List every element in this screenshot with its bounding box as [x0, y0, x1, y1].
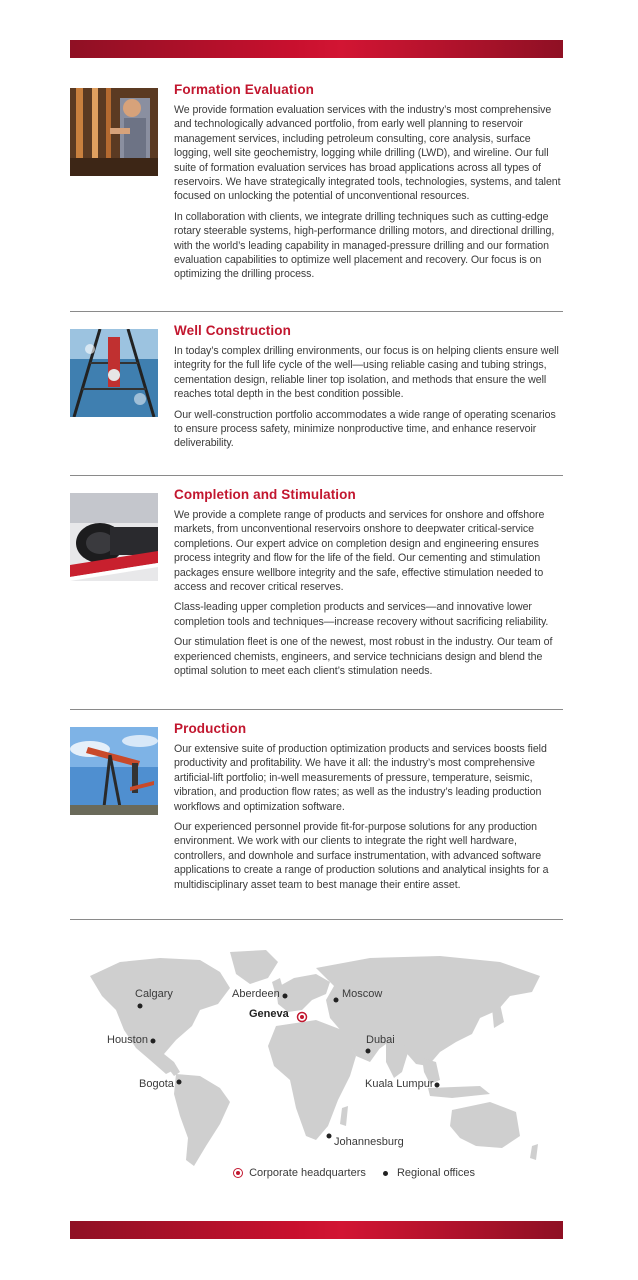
world-map-graphic: [80, 948, 558, 1188]
section-divider: [70, 709, 563, 710]
johannesburg-marker: [327, 1134, 332, 1139]
world-map: [80, 948, 558, 1188]
city-label-houston: Houston: [107, 1034, 148, 1046]
pumpjack-photo: [70, 727, 158, 815]
section-divider: [70, 311, 563, 312]
section-divider: [70, 919, 563, 920]
map-legend: [233, 1167, 475, 1179]
completion-tool-photo: [70, 493, 158, 581]
section-paragraph: Our stimulation fleet is one of the newest, most robust in the industry. Our team of experienced chemists, engineers, and service technicians design and blend the optimal solution to meet each client’s stimulation needs.: [174, 636, 553, 678]
section-title: Production: [174, 721, 247, 736]
section-title: Formation Evaluation: [174, 82, 315, 97]
section-paragraph: Our experienced personnel provide fit-for-purpose solutions for any production environment. We work with our clients to integrate the right well hardware, controllers, and downhole and surface instrumentation, with advanced software applications to create a range of production solutions and analytical insights for a multidisciplinary asset team to best manage their entire asset.: [174, 821, 549, 891]
section-title: Completion and Stimulation: [174, 487, 356, 502]
section-paragraph: We provide a complete range of products and services for onshore and offshore markets, from unconventional reservoirs onshore to deepwater critical-service completions. Our expert advice on completion design and engineering ensures process integrity and flow for the life of the field. Our cementing and stimulation packages ensure wellbore integrity and the safe, effective stimulation needed to access and recover critical reserves.: [174, 509, 545, 594]
city-label-kuala-lumpur: Kuala Lumpur: [365, 1078, 434, 1090]
dubai-marker: [366, 1049, 371, 1054]
city-label-johannesburg: Johannesburg: [334, 1136, 404, 1148]
city-label-calgary: Calgary: [135, 988, 173, 1000]
bogota-marker: [177, 1080, 182, 1085]
oilfield-worker-photo: [70, 88, 158, 176]
headquarters-legend-icon: [233, 1168, 243, 1178]
geneva-hq-marker: [298, 1013, 307, 1022]
city-label-geneva: Geneva: [249, 1008, 289, 1020]
section-paragraph: In collaboration with clients, we integrate drilling techniques such as cutting-edge rotary steerable systems, high-performance drilling motors, and directional drilling, with the world’s leading capability in managed-pressure drilling and our formation evaluation capabilities to optimize well placement and recovery. Our focus is on optimizing the drilling process.: [174, 210, 555, 281]
section-paragraph: In today’s complex drilling environments, our focus is on helping clients ensure well integrity for the full life cycle of the well—using reliable casing and tubing strings, cementation design, reliable liner top isolation, and methods that ensure the well reaches total depth in the best condition possible.: [174, 345, 559, 401]
section-divider: [70, 475, 563, 476]
headquarters-legend-label: Corporate headquarters: [249, 1167, 366, 1180]
aberdeen-marker: [283, 994, 288, 999]
section-paragraph: Class-leading upper completion products and services—and innovative lower completion tools and techniques—increase recovery without sacrificing reliability.: [174, 601, 549, 628]
calgary-marker: [138, 1004, 143, 1009]
regional-legend-label: Regional offices: [396, 1167, 476, 1180]
section-paragraph: Our well-construction portfolio accommodates a wide range of operating scenarios to ensure process safety, minimize nonproductive time, and enhance reservoir deliverability.: [174, 408, 556, 450]
city-label-moscow: Moscow: [342, 988, 383, 1000]
moscow-marker: [334, 998, 339, 1003]
city-label-dubai: Dubai: [366, 1034, 395, 1046]
houston-marker: [151, 1039, 156, 1044]
city-label-bogota: Bogota: [139, 1078, 174, 1090]
drilling-rig-photo: [70, 329, 158, 417]
section-title: Well Construction: [174, 323, 291, 338]
kuala-lumpur-marker: [435, 1083, 440, 1088]
bottom-accent-bar: [70, 1221, 563, 1239]
regional-legend-icon: [383, 1171, 388, 1176]
top-accent-bar: [70, 40, 563, 58]
city-label-aberdeen: Aberdeen: [232, 988, 280, 1000]
section-paragraph: We provide formation evaluation services with the industry’s most comprehensive and technologically advanced portfolio, from early well planning to reservoir management services, including petroleum consulting, core analysis, surface logging, well site geochemistry, logging while drilling (LWD), and wireline. Our full suite of formation evaluation services has broad applications across all types of reservoirs. We have strategically integrated tools, technologies, systems, and talent focused on unlocking the potential of unconventional resources.: [174, 104, 561, 203]
section-paragraph: Our extensive suite of production optimization products and services boosts field productivity and profitability. We have it all: the industry’s most comprehensive artificial-lift portfolio; in-well measurements of pressure, temperature, seismic, vibration, and production flow rates; as well as the industry’s leading production workflows and optimization software.: [174, 743, 547, 813]
